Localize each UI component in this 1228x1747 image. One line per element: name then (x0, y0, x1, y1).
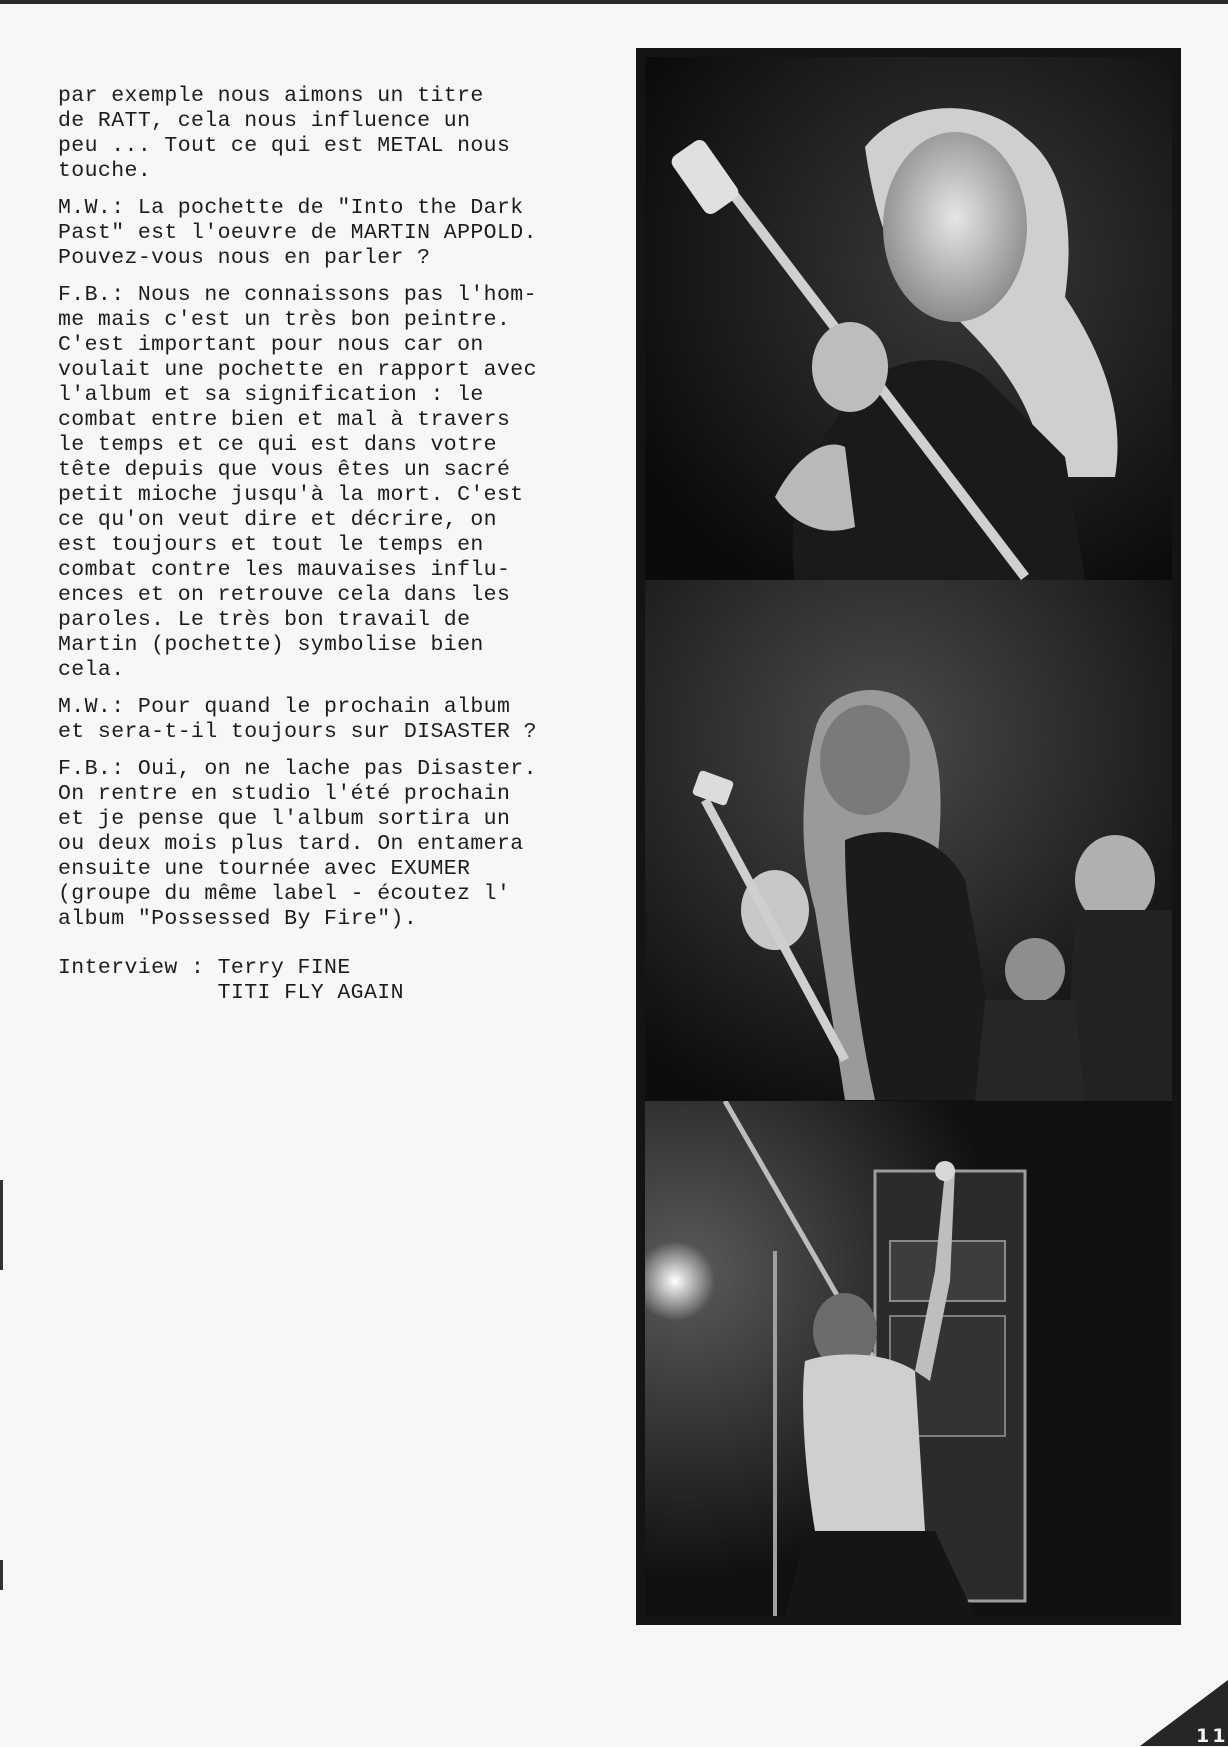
interview-credit: Interview : Terry FINE TITI FLY AGAIN (58, 956, 404, 1005)
photo-guitarist (645, 580, 1172, 1101)
singer-image (645, 1101, 1172, 1616)
paragraph-question-cover: M.W.: La pochette de "Into the Dark Past" est l'oeuvre de MARTIN APPOLD. Pouvez-vous nous en parler ? (58, 196, 537, 270)
paragraph-answer-album: F.B.: Oui, on ne lache pas Disaster. On rentre en studio l'été prochain et je pense que l'album sortira un ou deux mois plus tard. On entamera ensuite une tournée avec EXUMER (groupe du même label - écoutez l' album "Possessed By Fire"). (58, 757, 537, 931)
bassist-image (645, 57, 1172, 580)
paragraph-question-album: M.W.: Pour quand le prochain album et sera-t-il toujours sur DISASTER ? (58, 695, 537, 744)
paragraph-intro: par exemple nous aimons un titre de RATT, cela nous influence un peu ... Tout ce qui est METAL nous touche. (58, 84, 511, 183)
guitarist-image (645, 580, 1172, 1101)
scan-edge-mark (0, 1560, 3, 1590)
photo-singer (645, 1101, 1172, 1616)
photo-bassist (645, 57, 1172, 580)
top-rule (0, 0, 1228, 4)
page-number: 11 (1196, 1725, 1228, 1747)
paragraph-answer-cover: F.B.: Nous ne connaissons pas l'hom- me mais c'est un très bon peintre. C'est important pour nous car on voulait une pochette en rapport avec l'album et sa signification : le combat entre bien et mal à travers le temps et ce qui est dans votre tête depuis que vous êtes un sacré petit mioche jusqu'à la mort. C'est ce qu'on veut dire et décrire, on est toujours et tout le temps en combat contre les mauvaises influ- ences et on retrouve cela dans les paroles. Le très bon travail de Martin (pochette) symbolise bien cela. (58, 283, 537, 682)
photo-strip (636, 48, 1181, 1625)
scan-edge-mark (0, 1180, 3, 1270)
article-text (58, 84, 618, 1006)
